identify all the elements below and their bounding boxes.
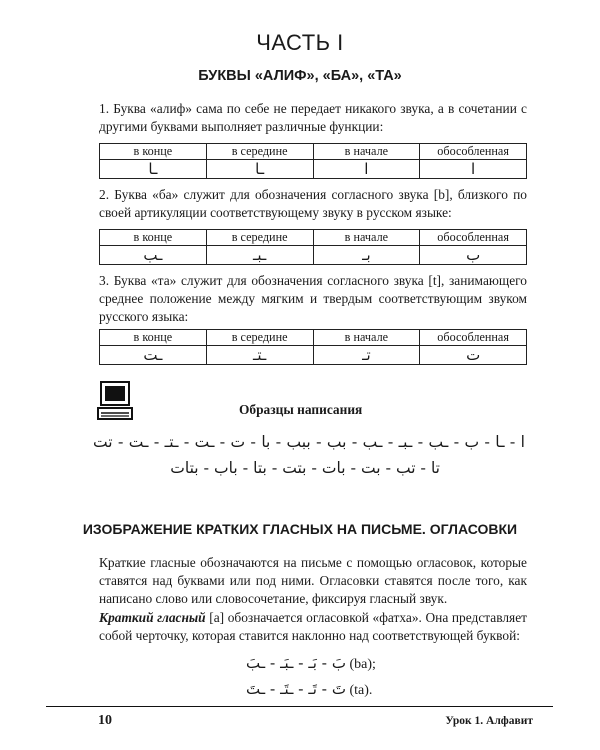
fatha-example-ba (246, 654, 376, 673)
header-initial: в начале (313, 144, 420, 160)
fatha-example-ta (246, 680, 372, 699)
samples-line-2: تا - تب - بت - بات - بتت - بتا - باب - بتات (170, 459, 440, 477)
glyph-medial: ـتـ (206, 346, 313, 365)
part-title: ЧАСТЬ I (256, 30, 344, 55)
example-latin: (ba); (345, 657, 376, 672)
glyph-initial: بـ (313, 246, 420, 265)
letter-forms-table-ta (99, 329, 527, 365)
letter-forms-table-ba (99, 229, 527, 265)
example-arabic: تَ - تَـ - ـتَـ - ـتَ (246, 680, 346, 698)
header-isolated: обособленная (420, 144, 527, 160)
example-latin: (ta). (345, 683, 373, 698)
item-2-text: 2. Буква «ба» служит для обозначения согласного звука [b], близкого по своей артикуляции соответствующему звуку в русском языке: (99, 187, 527, 220)
section-2-para-2 (99, 609, 527, 645)
header-medial: в середине (206, 330, 313, 346)
section-2-title: ИЗОБРАЖЕНИЕ КРАТКИХ ГЛАСНЫХ НА ПИСЬМЕ. ОГЛАСОВКИ (82, 521, 518, 537)
item-1-text: 1. Буква «алиф» сама по себе не передает никакого звука, а в сочетании с другими буквами выполняет различные функции: (99, 101, 527, 134)
header-initial: в начале (313, 330, 420, 346)
header-isolated: обособленная (420, 230, 527, 246)
header-medial: в середине (206, 144, 313, 160)
glyph-final: ـب (100, 246, 207, 265)
running-head: Урок 1. Алфавит (445, 715, 533, 727)
header-initial: в начале (313, 230, 420, 246)
glyph-initial: تـ (313, 346, 420, 365)
header-medial: в середине (206, 230, 313, 246)
page-number: 10 (98, 713, 112, 728)
header-isolated: обособленная (420, 330, 527, 346)
header-final: в конце (100, 144, 207, 160)
glyph-isolated: ا (420, 160, 527, 179)
section-title: БУКВЫ «АЛИФ», «БА», «ТА» (198, 68, 402, 84)
glyph-final: ـت (100, 346, 207, 365)
glyph-medial: ـبـ (206, 246, 313, 265)
example-arabic: بَ - بَـ - ـبَـ - ـبَ (246, 654, 346, 672)
samples-line-1: ا - ـا - ب - ـب - ـبـ - ـب - بب - ببب - با - ت - ـت - ـتـ - ـت - تت (93, 433, 525, 451)
glyph-final: ـا (100, 160, 207, 179)
item-3-text: 3. Буква «та» служит для обозначения согласного звука [t], занимающего среднее положение между мягким и твердым соответствующим звуком русского языка: (99, 273, 527, 324)
glyph-isolated: ب (420, 246, 527, 265)
header-final: в конце (100, 330, 207, 346)
header-final: в конце (100, 230, 207, 246)
computer-icon (96, 381, 134, 421)
para-lead-term: Краткий гласный (99, 610, 206, 625)
footer-rule (46, 706, 553, 707)
letter-forms-table-alif (99, 143, 527, 179)
para-rest: [a] обозначается огласовкой «фатха». Она представляет собой черточку, которая ставится наклонно над соответствующей буквой: (99, 610, 527, 643)
glyph-initial: ا (313, 160, 420, 179)
samples-title: Образцы написания (239, 402, 363, 417)
glyph-medial: ـا (206, 160, 313, 179)
section-2-para-1: Краткие гласные обозначаются на письме с помощью огласовок, которые ставятся над буквами или под ними. Огласовки ставятся после того, как написано слово или словосочетание, фиксируя гласный звук. (99, 555, 527, 606)
glyph-isolated: ت (420, 346, 527, 365)
